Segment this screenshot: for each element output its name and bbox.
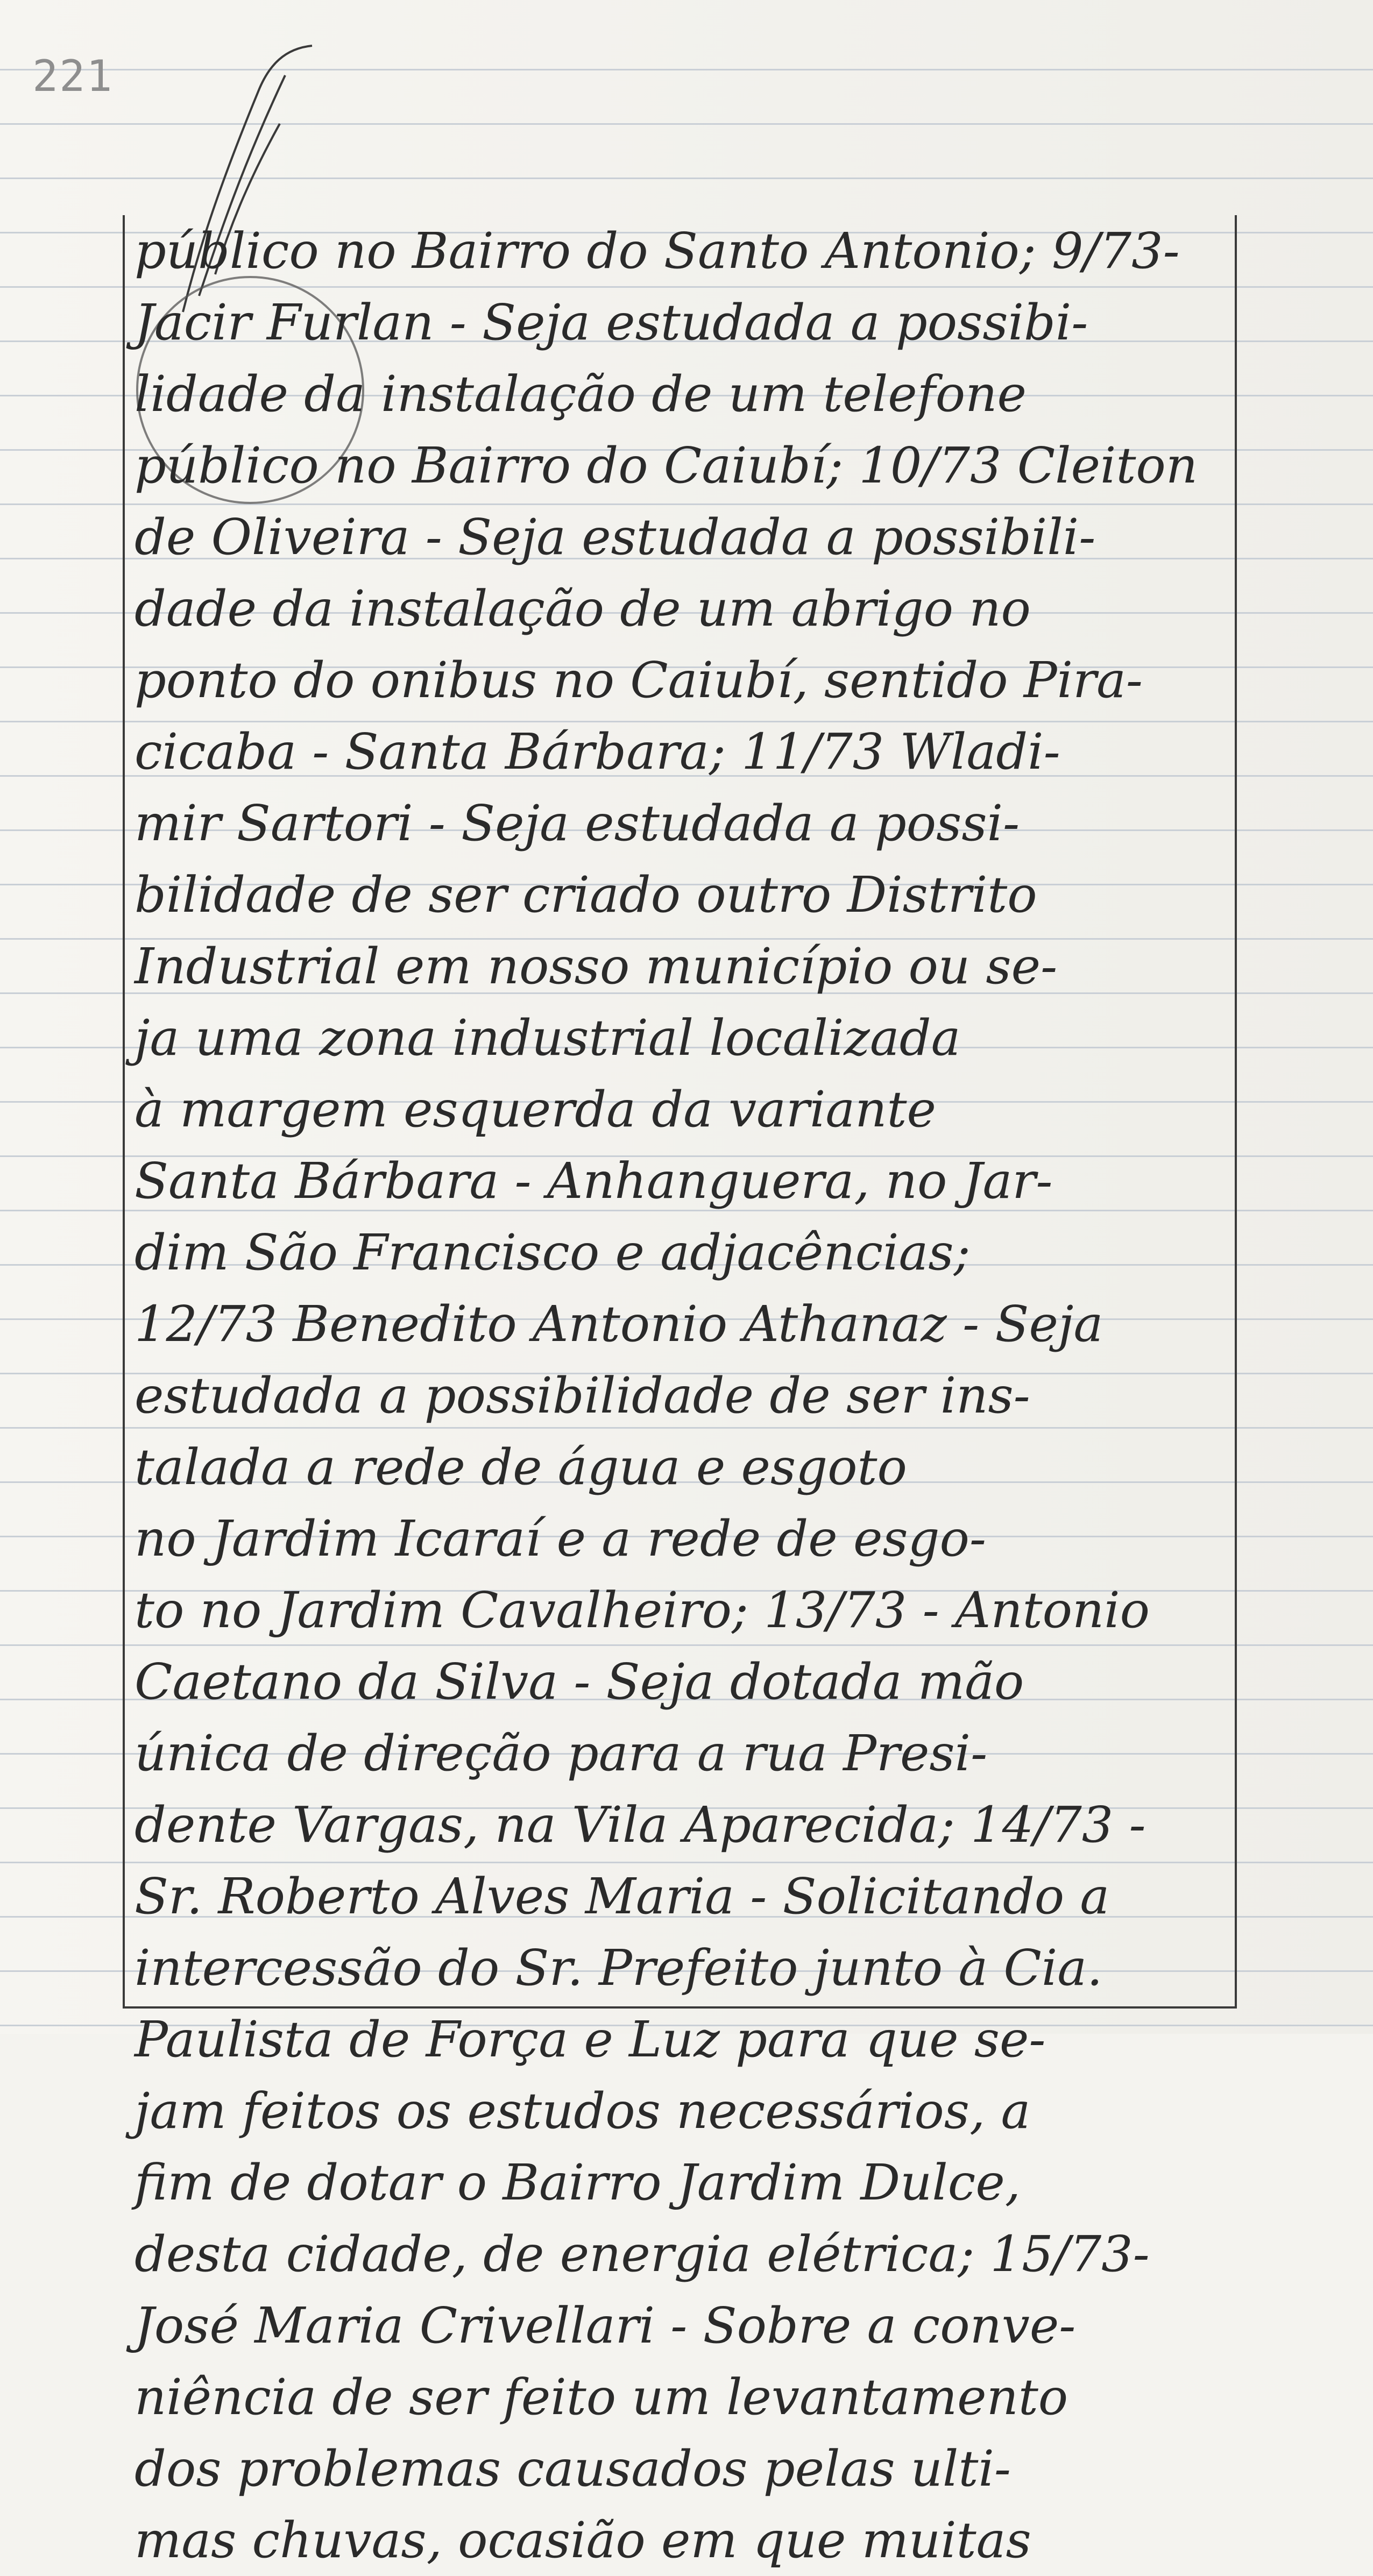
text-line: jam feitos os estudos necessários, a xyxy=(135,2082,1031,2140)
text-line: Jacir Furlan - Seja estudada a possibi- xyxy=(135,294,1088,351)
text-line: intercessão do Sr. Prefeito junto à Cia. xyxy=(135,1939,1103,1997)
text-line: desta cidade, de energia elétrica; 15/73- xyxy=(135,2225,1150,2283)
text-line: to no Jardim Cavalheiro; 13/73 - Antonio xyxy=(135,1581,1150,1639)
handwritten-text-block xyxy=(125,215,1233,2576)
text-line: público no Bairro do Caiubí; 10/73 Cleiton xyxy=(135,437,1198,494)
text-line: 12/73 Benedito Antonio Athanaz - Seja xyxy=(135,1295,1103,1353)
text-line: Sr. Roberto Alves Maria - Solicitando a xyxy=(135,1868,1110,1925)
right-margin-rule xyxy=(1235,215,1237,2006)
text-line: niência de ser feito um levantamento xyxy=(135,2368,1068,2426)
text-line: ja uma zona industrial localizada xyxy=(135,1009,961,1067)
text-line: dente Vargas, na Vila Aparecida; 14/73 - xyxy=(135,1796,1146,1854)
text-line: cicaba - Santa Bárbara; 11/73 Wladi- xyxy=(135,723,1060,780)
text-line: público no Bairro do Santo Antonio; 9/73- xyxy=(135,222,1180,280)
text-line: fim de dotar o Bairro Jardim Dulce, xyxy=(135,2154,1021,2211)
text-line: Caetano da Silva - Seja dotada mão xyxy=(135,1653,1024,1711)
text-line: à margem esquerda da variante xyxy=(135,1081,936,1138)
text-line: José Maria Crivellari - Sobre a conve- xyxy=(135,2297,1076,2354)
text-line: Santa Bárbara - Anhanguera, no Jar- xyxy=(135,1152,1053,1210)
text-line: dade da instalação de um abrigo no xyxy=(135,580,1031,637)
text-line: ponto do onibus no Caiubí, sentido Pira- xyxy=(135,651,1143,709)
text-line: única de direção para a rua Presi- xyxy=(135,1725,988,1782)
text-line: dim São Francisco e adjacências; xyxy=(135,1224,971,1281)
text-line: mir Sartori - Seja estudada a possi- xyxy=(135,794,1020,852)
text-line: de Oliveira - Seja estudada a possibili- xyxy=(135,508,1096,566)
text-line: lidade da instalação de um telefone xyxy=(135,365,1027,423)
text-line: estudada a possibilidade de ser ins- xyxy=(135,1367,1030,1424)
page-number: 221 xyxy=(32,51,114,101)
text-line: talada a rede de água e esgoto xyxy=(135,1438,907,1496)
text-line: no Jardim Icaraí e a rede de esgo- xyxy=(135,1510,987,1567)
text-line: Industrial em nosso município ou se- xyxy=(135,938,1058,995)
text-line: bilidade de ser criado outro Distrito xyxy=(135,866,1037,924)
text-line: dos problemas causados pelas ulti- xyxy=(135,2440,1011,2497)
text-line: mas chuvas, ocasião em que muitas xyxy=(135,2511,1031,2569)
text-line: Paulista de Força e Luz para que se- xyxy=(135,2011,1046,2068)
